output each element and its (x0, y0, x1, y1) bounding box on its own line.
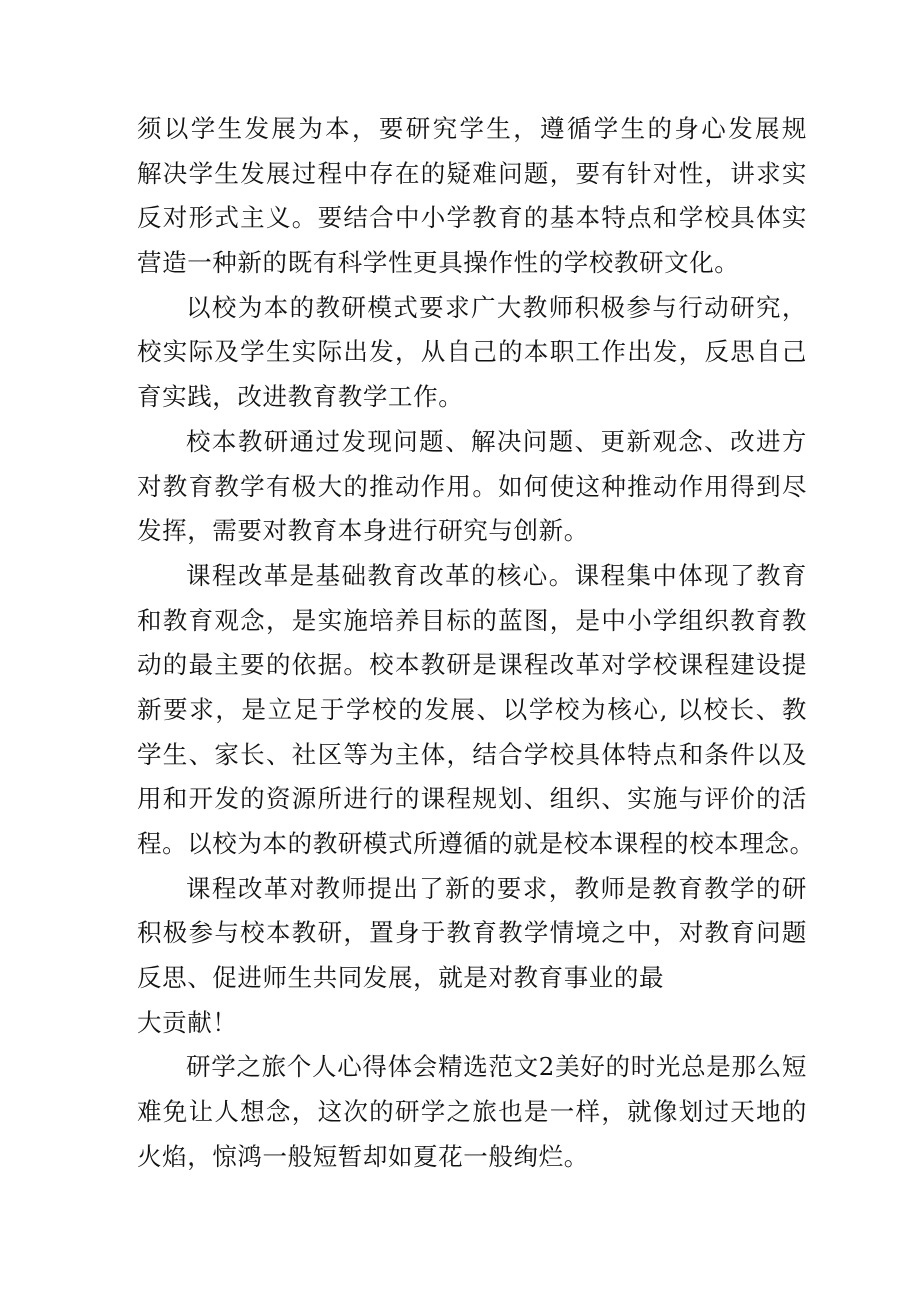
paragraph-line: 研学之旅个人心得体会精选范文2美好的时光总是那么短 (186, 1052, 807, 1082)
paragraph-line: 用和开发的资源所进行的课程规划、组织、实施与评价的活 (137, 784, 807, 814)
paragraph-line: 校本教研通过发现问题、解决问题、更新观念、改进方 (186, 426, 807, 456)
paragraph-line: 课程改革对教师提出了新的要求，教师是教育教学的研 (186, 873, 807, 903)
paragraph-line: 解决学生发展过程中存在的疑难问题，要有针对性，讲求实 (137, 158, 807, 188)
paragraph-line: 新要求，是立足于学校的发展、以学校为核心, 以校长、教 (137, 694, 807, 724)
paragraph-line: 大贡献！ (137, 1007, 238, 1037)
paragraph-line: 发挥，需要对教育本身进行研究与创新。 (137, 516, 589, 546)
paragraph-line: 校实际及学生实际出发，从自己的本职工作出发，反思自己 (137, 337, 807, 367)
document-body (137, 107, 815, 1180)
paragraph-line: 学生、家长、社区等为主体，结合学校具体特点和条件以及 (137, 739, 807, 769)
paragraph-line: 须以学生发展为本，要研究学生，遵循学生的身心发展规 (137, 114, 807, 143)
paragraph-line: 反对形式主义。要结合中小学教育的基本特点和学校具体实 (137, 203, 807, 233)
paragraph-line: 难免让人想念，这次的研学之旅也是一样，就像划过天地的 (137, 1097, 807, 1127)
paragraph-line: 课程改革是基础教育改革的核心。课程集中体现了教育 (186, 560, 807, 590)
paragraph-line: 以校为本的教研模式要求广大教师积极参与行动研究， (186, 292, 807, 322)
paragraph-line: 积极参与校本教研，置身于教育教学情境之中，对教育问题 (137, 918, 807, 948)
paragraph-line: 育实践，改进教育教学工作。 (137, 382, 464, 412)
paragraph-line: 对教育教学有极大的推动作用。如何使这种推动作用得到尽 (137, 471, 807, 501)
paragraph-line: 程。以校为本的教研模式所遵循的就是校本课程的校本理念。 (137, 829, 815, 858)
paragraph-line: 反思、促进师生共同发展，就是对教育事业的最 (137, 963, 665, 993)
paragraph-line: 火焰，惊鸿一般短暂却如夏花一般绚烂。 (137, 1141, 589, 1171)
paragraph-line: 动的最主要的依据。校本教研是课程改革对学校课程建设提 (137, 650, 807, 680)
paragraph-line: 营造一种新的既有科学性更具操作性的学校教研文化。 (137, 248, 740, 278)
paragraph-line: 和教育观念，是实施培养目标的蓝图，是中小学组织教育教 (137, 605, 807, 635)
